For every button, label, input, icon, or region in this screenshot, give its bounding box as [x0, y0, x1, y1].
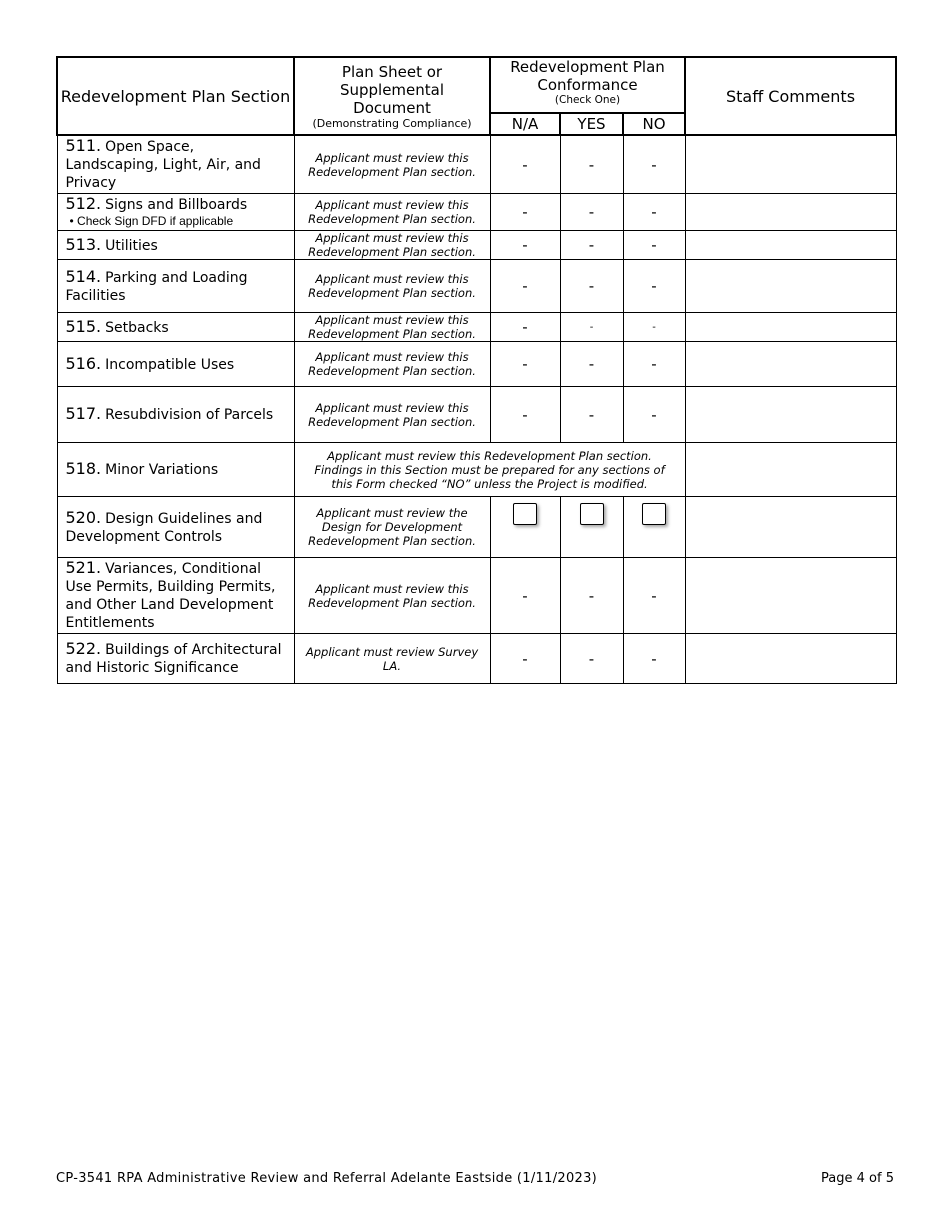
section-cell [57, 342, 294, 387]
plan-text-line: Redevelopment Plan section. [308, 327, 476, 341]
plan-cell [294, 634, 490, 684]
staff-comment-cell[interactable] [685, 387, 896, 443]
no-cell: - [623, 387, 685, 443]
plan-text-line: Redevelopment Plan section. [308, 414, 476, 429]
staff-comment-cell[interactable] [685, 497, 896, 558]
plan-text-line: Redevelopment Plan section. [308, 212, 476, 226]
table-row [57, 135, 896, 194]
section-cell [57, 387, 294, 443]
no-cell: - [623, 135, 685, 194]
table-row [57, 231, 896, 260]
plan-text-line: Redevelopment Plan section. [308, 164, 476, 179]
no-cell [623, 497, 685, 558]
no-cell: - [623, 634, 685, 684]
yes-cell: - [560, 194, 623, 231]
header-plan-small: (Demonstrating Compliance) [312, 116, 472, 130]
header-conformance-line2: Conformance [537, 76, 638, 94]
plan-text-line: Redevelopment Plan section. [308, 364, 476, 378]
table-row [57, 497, 896, 558]
section-cell [57, 313, 294, 342]
na-cell: - [490, 387, 560, 443]
no-cell: - [623, 194, 685, 231]
no-cell: - [623, 231, 685, 260]
plan-cell [294, 313, 490, 342]
plan-cell [294, 260, 490, 313]
na-cell: - [490, 260, 560, 313]
no-cell: - [623, 342, 685, 387]
na-cell: - [490, 194, 560, 231]
section-title: Buildings of Architectural and Historic Significance [65, 642, 282, 676]
plan-text-line: Applicant must review this [315, 150, 469, 165]
plan-text-line: Redevelopment Plan section. [308, 534, 476, 548]
section-title: Parking and Loading Facilities [65, 269, 248, 304]
section-title: Resubdivision of Parcels [105, 407, 274, 423]
section-cell [57, 634, 294, 684]
yes-cell: - [560, 558, 623, 634]
table-row [57, 387, 896, 443]
footer-page-number: Page 4 of 5 [821, 1171, 894, 1186]
section-number: 514. [65, 266, 102, 286]
staff-comment-cell[interactable] [685, 558, 896, 634]
header-plan-line3: Document [353, 98, 431, 117]
plan-text-line: Applicant must review this [315, 581, 469, 596]
header-no: NO [623, 113, 685, 135]
plan-text-line: Applicant must review this [315, 350, 469, 364]
yes-cell [560, 497, 623, 558]
yes-cell: - [560, 634, 623, 684]
na-cell [490, 497, 560, 558]
yes-checkbox[interactable] [580, 503, 604, 525]
plan-text-line: Applicant must review this [315, 198, 469, 212]
section-title: Minor Variations [105, 462, 219, 478]
plan-text-line: Applicant must review this [315, 272, 469, 286]
yes-cell: - [560, 387, 623, 443]
plan-text-line: Applicant must review this [315, 400, 469, 415]
section-title: Design Guidelines and Development Controls [65, 510, 263, 545]
plan-text-line: Design for Development [321, 520, 463, 534]
na-cell: - [490, 135, 560, 194]
header-yes: YES [560, 113, 623, 135]
staff-comment-cell[interactable] [685, 135, 896, 194]
plan-cell [294, 558, 490, 634]
section-title: Signs and Billboards [105, 197, 248, 213]
table-row [57, 443, 896, 497]
section-number: 515. [65, 316, 102, 336]
plan-text-line: Applicant must review this [315, 313, 469, 327]
section-number: 518. [65, 459, 102, 478]
header-plan-line1: Plan Sheet or [341, 62, 443, 81]
section-title: Variances, Conditional Use Permits, Building Permits, and Other Land Development Entitlements [65, 561, 276, 631]
section-cell [57, 558, 294, 634]
plan-text-line: Redevelopment Plan section. [308, 245, 476, 259]
no-cell: - [623, 558, 685, 634]
section-title: Incompatible Uses [105, 356, 235, 373]
staff-comment-cell[interactable] [685, 443, 896, 497]
section-cell [57, 497, 294, 558]
plan-text-line: Applicant must review this [315, 231, 469, 245]
staff-comment-cell[interactable] [685, 231, 896, 260]
staff-comment-cell[interactable] [685, 313, 896, 342]
na-checkbox[interactable] [513, 503, 537, 525]
plan-cell [294, 497, 490, 558]
bullet-text: Check Sign DFD if applicable [77, 214, 234, 228]
section-number: 520. [65, 507, 102, 527]
section-number: 516. [65, 353, 102, 373]
table-row [57, 342, 896, 387]
staff-comment-cell[interactable] [685, 260, 896, 313]
na-cell: - [490, 558, 560, 634]
header-conformance-line1: Redevelopment Plan [510, 58, 665, 76]
staff-comment-cell[interactable] [685, 194, 896, 231]
plan-cell [294, 231, 490, 260]
section-number: 517. [65, 404, 102, 423]
yes-cell: - [560, 313, 623, 342]
section-number: 512. [65, 194, 102, 213]
table-row [57, 194, 896, 231]
plan-cell [294, 342, 490, 387]
plan-cell [294, 387, 490, 443]
header-conformance [490, 57, 685, 113]
section-number: 522. [65, 639, 102, 658]
table-row [57, 558, 896, 634]
yes-cell: - [560, 135, 623, 194]
section-number: 511. [65, 136, 102, 155]
no-cell: - [623, 313, 685, 342]
plan-cell [294, 135, 490, 194]
section-number: 513. [65, 234, 102, 254]
section-number: 521. [65, 558, 102, 577]
plan-text-line: LA. [382, 658, 402, 673]
header-section: Redevelopment Plan Section [57, 57, 294, 135]
yes-cell: - [560, 231, 623, 260]
plan-cell [294, 194, 490, 231]
table-row [57, 313, 896, 342]
section-cell [57, 260, 294, 313]
footer-form-id: CP-3541 RPA Administrative Review and Referral Adelante Eastside (1/11/2023) [56, 1171, 598, 1186]
header-staff-comments: Staff Comments [685, 57, 896, 135]
header-conformance-small: (Check One) [554, 94, 621, 106]
table-row [57, 260, 896, 313]
section-title: Setbacks [105, 319, 169, 336]
table-row [57, 634, 896, 684]
header-na: N/A [490, 113, 560, 135]
plan-text-line: Redevelopment Plan section. [308, 286, 476, 300]
plan-text-line: Applicant must review the [316, 506, 468, 520]
section-bullet: • Check Sign DFD if applicable [69, 214, 234, 228]
section-cell [57, 194, 294, 231]
section-title: Open Space, Landscaping, Light, Air, and Privacy [65, 139, 261, 191]
na-cell: - [490, 313, 560, 342]
na-cell: - [490, 634, 560, 684]
conformance-table [56, 56, 897, 684]
plan-text-line: Applicant must review Survey [305, 644, 479, 659]
no-cell: - [623, 260, 685, 313]
header-plan-sheet [294, 57, 490, 135]
section-title: Utilities [105, 237, 158, 254]
yes-cell: - [560, 260, 623, 313]
section-cell [57, 135, 294, 194]
staff-comment-cell[interactable] [685, 634, 896, 684]
no-checkbox[interactable] [642, 503, 666, 525]
section-cell [57, 231, 294, 260]
section-cell [57, 443, 294, 497]
na-cell: - [490, 342, 560, 387]
yes-cell: - [560, 342, 623, 387]
plan-text-line: Redevelopment Plan section. [308, 595, 476, 610]
plan-cell-wide: Applicant must review this Redevelopment Plan section. Findings in this Section must be prepared for any sections of this Form checked “NO” unless the Project is modified. [294, 443, 685, 497]
staff-comment-cell[interactable] [685, 342, 896, 387]
na-cell: - [490, 231, 560, 260]
header-plan-line2: Supplemental [339, 80, 445, 99]
